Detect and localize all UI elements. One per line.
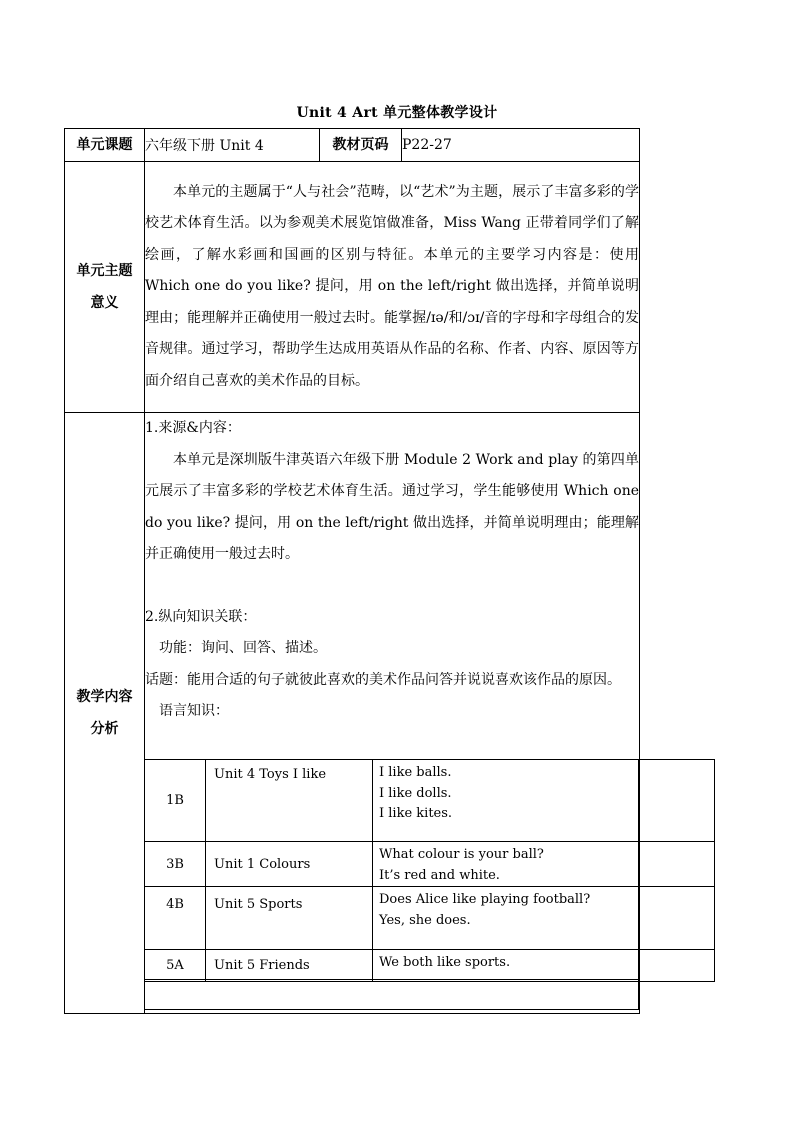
unit-cell: Unit 1 Colours [206, 842, 373, 887]
source-text: 本单元是深圳版牛津英语六年级下册 Module 2 Work and play 的第四单元展示了丰富多彩的学校艺术体育生活。通过学习，学生能够使用 Which one do you like? 提问，用 on the left/right 做出选择，并简单说明理由；能理解并正确使用一般过去时。 [145, 451, 639, 562]
sentences-cell [373, 887, 639, 950]
empty-cell [639, 887, 715, 950]
sentences-cell [373, 760, 639, 842]
source-heading: 1.来源&内容： [145, 420, 241, 436]
analysis-label [65, 413, 145, 1014]
page-label: 教材页码 [320, 129, 402, 162]
knowledge-row [145, 760, 715, 842]
sentence: I like kites. [379, 806, 453, 821]
theme-row [65, 162, 640, 413]
vertical-heading: 2.纵向知识关联： [145, 608, 257, 625]
grade-cell: 4B [145, 887, 206, 950]
sentence: I like dolls. [379, 785, 452, 801]
function-text: 功能：询问、回答、描述。 [159, 640, 327, 656]
empty-cell [639, 760, 715, 842]
empty-cell [639, 950, 715, 982]
unit-cell: Unit 5 Sports [206, 887, 373, 950]
topic-row [65, 129, 640, 162]
sentence: We both like sports. [379, 955, 511, 970]
knowledge-row [145, 950, 715, 982]
sentence: It’s red and white. [379, 867, 500, 883]
theme-label-line-2: 意义 [90, 295, 119, 311]
sentence: Yes, she does. [379, 912, 471, 928]
sentence: What colour is your ball? [379, 847, 544, 862]
topic-value: 六年级下册 Unit 4 [145, 129, 320, 162]
grade-cell: 5A [145, 950, 206, 982]
sentences-cell [373, 950, 639, 982]
theme-content [145, 162, 640, 413]
topic-label: 单元课题 [65, 129, 145, 162]
theme-label [65, 162, 145, 413]
knowledge-row [145, 842, 715, 887]
unit-cell: Unit 5 Friends [206, 950, 373, 982]
unit-cell: Unit 4 Toys I like [206, 760, 373, 842]
sentence: Does Alice like playing football? [379, 892, 591, 907]
spacer [145, 571, 639, 602]
topic-text: 话题：能用合适的句子就彼此喜欢的美术作品问答并说说喜欢该作品的原因。 [145, 671, 621, 688]
analysis-label-line-1: 教学内容 [76, 689, 133, 705]
document-title: Unit 4 Art 单元整体教学设计 [296, 105, 498, 121]
page-value: P22-27 [402, 129, 640, 162]
sentences-cell [373, 842, 639, 887]
knowledge-table [144, 759, 715, 982]
language-heading: 语言知识： [159, 703, 229, 719]
grade-cell: 1B [145, 760, 206, 842]
table-bottom-row [144, 979, 639, 1010]
sentence: I like balls. [379, 765, 452, 780]
grade-cell: 3B [145, 842, 206, 887]
empty-cell [639, 842, 715, 887]
theme-label-line-1: 单元主题 [76, 263, 133, 279]
analysis-label-line-2: 分析 [90, 721, 119, 737]
knowledge-row [145, 887, 715, 950]
theme-text: 本单元的主题属于“人与社会”范畴，以“艺术”为主题，展示了丰富多彩的学校艺术体育生活。以为参观美术展览馆做准备，Miss Wang 正带着同学们了解绘画，了解水彩画和国画的区别与特征。本单元的主要学习内容是：使用 Which one do you like? 提问，用 on the left/right 做出选择，并简单说明理由；能理解并正确使用一般过去时。能掌握/ɪə/和/ɔɪ/音的字母和字母组合的发音规律。通过学习，帮助学生达成用英语从作品的名称、作者、内容、原因等方面介绍自己喜欢的美术作品的目标。 [145, 183, 639, 389]
